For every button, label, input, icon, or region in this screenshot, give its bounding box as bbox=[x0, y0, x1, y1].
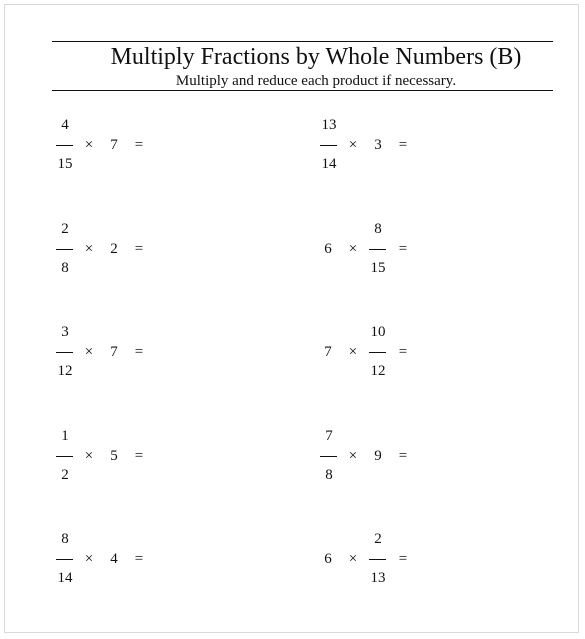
numerator: 2 bbox=[374, 531, 382, 547]
denominator: 2 bbox=[61, 467, 69, 483]
whole-number: 7 bbox=[324, 344, 332, 360]
times-sign: × bbox=[84, 344, 94, 360]
equals-sign: = bbox=[398, 344, 408, 360]
equals-sign: = bbox=[398, 551, 408, 567]
numerator: 3 bbox=[61, 324, 69, 340]
numerator: 1 bbox=[61, 428, 69, 444]
denominator: 12 bbox=[57, 363, 73, 379]
times-sign: × bbox=[84, 551, 94, 567]
problem-left-1 bbox=[55, 114, 165, 178]
fraction-bar bbox=[56, 352, 73, 353]
whole-number: 7 bbox=[110, 137, 118, 153]
times-sign: × bbox=[348, 241, 358, 257]
times-sign: × bbox=[84, 241, 94, 257]
fraction-bar bbox=[320, 456, 337, 457]
fraction-bar bbox=[369, 352, 386, 353]
worksheet-title: Multiply Fractions by Whole Numbers (B) bbox=[110, 44, 522, 70]
equals-sign: = bbox=[134, 137, 144, 153]
times-sign: × bbox=[84, 448, 94, 464]
denominator: 14 bbox=[57, 570, 73, 586]
denominator: 13 bbox=[370, 570, 386, 586]
denominator: 8 bbox=[61, 260, 69, 276]
fraction-bar bbox=[369, 559, 386, 560]
equals-sign: = bbox=[398, 137, 408, 153]
fraction-bar bbox=[369, 249, 386, 250]
header-bottom-rule bbox=[52, 90, 553, 91]
whole-number: 6 bbox=[324, 241, 332, 257]
fraction-bar bbox=[56, 456, 73, 457]
fraction bbox=[55, 114, 75, 178]
denominator: 15 bbox=[370, 260, 386, 276]
fraction bbox=[319, 425, 339, 489]
fraction bbox=[319, 114, 339, 178]
equals-sign: = bbox=[134, 344, 144, 360]
problem-left-2 bbox=[55, 218, 165, 282]
problem-right-3 bbox=[319, 321, 419, 385]
fraction-bar bbox=[56, 145, 73, 146]
fraction bbox=[368, 218, 388, 282]
fraction bbox=[55, 425, 75, 489]
fraction bbox=[55, 218, 75, 282]
problem-left-5 bbox=[55, 528, 165, 592]
denominator: 12 bbox=[370, 363, 386, 379]
equals-sign: = bbox=[134, 241, 144, 257]
fraction-bar bbox=[56, 249, 73, 250]
numerator: 13 bbox=[321, 117, 337, 133]
problem-left-4 bbox=[55, 425, 165, 489]
worksheet-instructions: Multiply and reduce each product if necessary. bbox=[175, 73, 457, 89]
whole-number: 4 bbox=[110, 551, 118, 567]
fraction-bar bbox=[320, 145, 337, 146]
denominator: 8 bbox=[325, 467, 333, 483]
denominator: 14 bbox=[321, 156, 337, 172]
times-sign: × bbox=[348, 344, 358, 360]
problem-right-1 bbox=[319, 114, 419, 178]
fraction bbox=[368, 321, 388, 385]
whole-number: 3 bbox=[374, 137, 382, 153]
whole-number: 7 bbox=[110, 344, 118, 360]
numerator: 7 bbox=[325, 428, 333, 444]
numerator: 8 bbox=[374, 221, 382, 237]
times-sign: × bbox=[84, 137, 94, 153]
numerator: 4 bbox=[61, 117, 69, 133]
header-top-rule bbox=[52, 41, 553, 42]
equals-sign: = bbox=[134, 551, 144, 567]
numerator: 2 bbox=[61, 221, 69, 237]
times-sign: × bbox=[348, 137, 358, 153]
problem-right-4 bbox=[319, 425, 419, 489]
whole-number: 6 bbox=[324, 551, 332, 567]
times-sign: × bbox=[348, 448, 358, 464]
times-sign: × bbox=[348, 551, 358, 567]
numerator: 8 bbox=[61, 531, 69, 547]
problem-right-5 bbox=[319, 528, 419, 592]
fraction-bar bbox=[56, 559, 73, 560]
denominator: 15 bbox=[57, 156, 73, 172]
fraction bbox=[55, 321, 75, 385]
fraction bbox=[55, 528, 75, 592]
whole-number: 9 bbox=[374, 448, 382, 464]
numerator: 10 bbox=[370, 324, 386, 340]
equals-sign: = bbox=[398, 448, 408, 464]
equals-sign: = bbox=[398, 241, 408, 257]
whole-number: 2 bbox=[110, 241, 118, 257]
equals-sign: = bbox=[134, 448, 144, 464]
whole-number: 5 bbox=[110, 448, 118, 464]
problem-left-3 bbox=[55, 321, 165, 385]
fraction bbox=[368, 528, 388, 592]
problem-right-2 bbox=[319, 218, 419, 282]
